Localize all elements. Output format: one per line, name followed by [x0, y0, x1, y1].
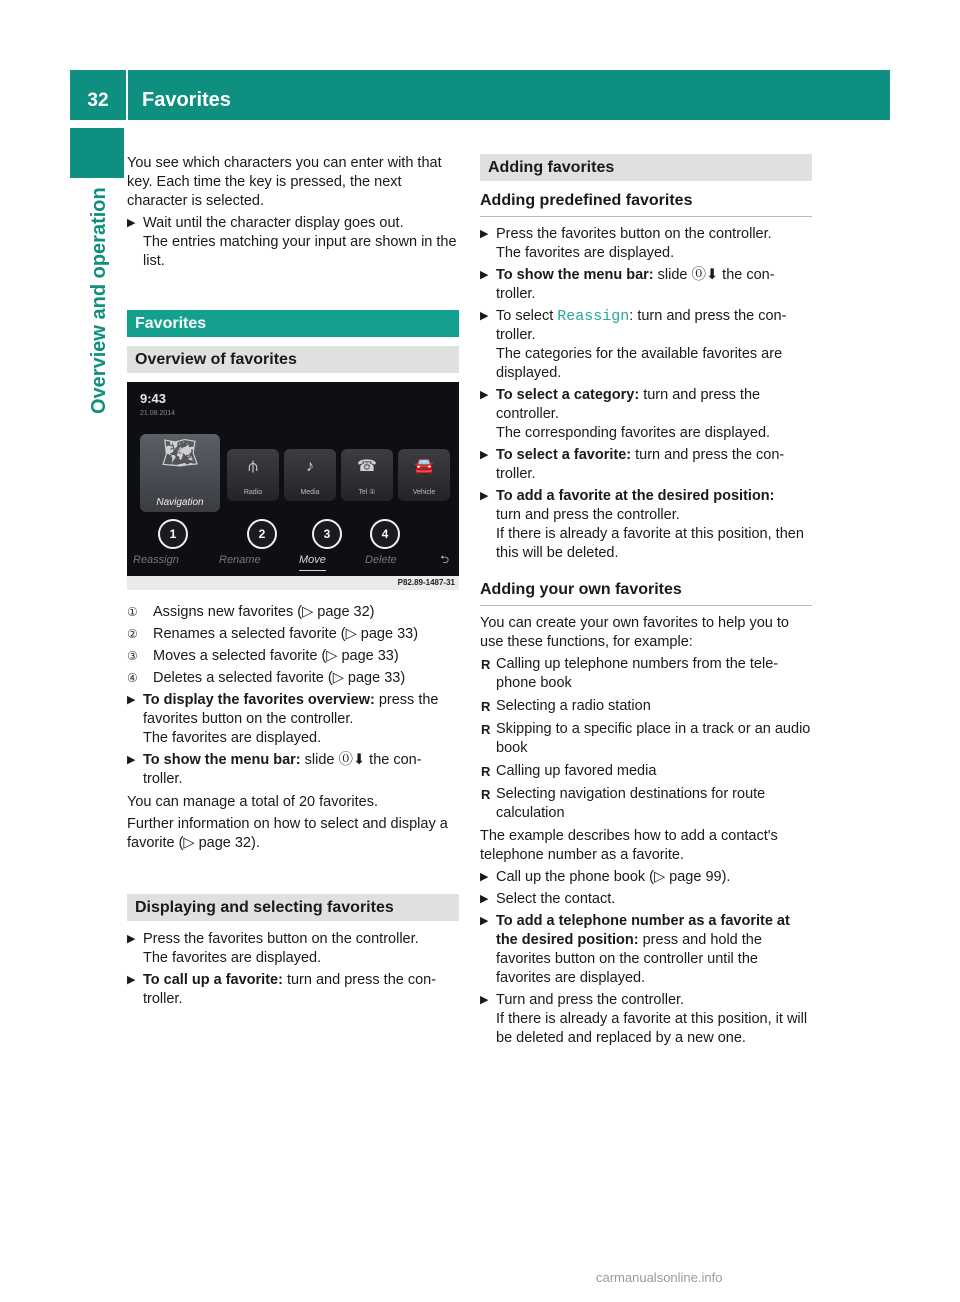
own-intro: You can create your own favorites to help you to use these functions, for example:: [480, 615, 789, 650]
step-wait: [127, 214, 459, 271]
menu-delete: Delete: [365, 554, 397, 566]
section-adding: Adding favorites: [480, 154, 812, 181]
callout-4: 4: [370, 519, 400, 549]
list-item: R Calling up favored media: [480, 762, 812, 781]
menu-rename: Rename: [219, 554, 261, 566]
callout-2: 2: [247, 519, 277, 549]
manage-paragraph: You can manage a total of 20 favorites.: [127, 794, 378, 810]
legend-item: ④ Deletes a selected favorite (▷ page 33): [127, 670, 406, 686]
page-title: Favorites: [142, 89, 231, 111]
further-paragraph: Further information on how to select and display a favorite (▷ page 32).: [127, 816, 448, 851]
page-number: 32: [87, 90, 109, 111]
section-displaying: Displaying and selecting favorites: [127, 894, 459, 921]
step-select-reassign: ▶ To select Reassign: turn and press the con-troller. The categories for the available favorites are displayed.: [480, 307, 812, 383]
phone-icon: ☎: [357, 458, 377, 475]
subhead-predefined: Adding predefined favorites: [480, 191, 812, 217]
left-column: [127, 154, 459, 1012]
header-divider: [126, 70, 128, 120]
back-icon: ⮌: [440, 554, 449, 566]
step-select-contact: ▶ Select the contact.: [480, 890, 812, 909]
tile-media: ♪ Media: [284, 449, 336, 501]
tile-vehicle: 🚘 Vehicle: [398, 449, 450, 501]
chapter-tab: [70, 128, 124, 178]
map-icon: 🗺: [160, 437, 200, 470]
example-paragraph: The example describes how to add a contact's telephone number as a favorite.: [480, 828, 778, 863]
legend-item: ② Renames a selected favorite (▷ page 33): [127, 626, 419, 642]
list-item: R Selecting a radio station: [480, 697, 812, 716]
step-select-favorite: ▶ To select a favorite: turn and press the con-troller.: [480, 446, 812, 484]
subhead-own: Adding your own favorites: [480, 580, 812, 606]
car-icon: 🚘: [414, 458, 434, 475]
tile-navigation: 🗺 Navigation: [140, 434, 220, 512]
step-add-telephone: ▶ To add a telephone number as a favorite at the desired position: press and hold the favorites button on the controller until the favorites are displayed.: [480, 912, 812, 988]
menu-reassign: Reassign: [133, 554, 179, 566]
step-show-menu-bar: ▶ To show the menu bar: slide ⓪⬇ the con-troller.: [480, 266, 812, 304]
right-column: [480, 154, 812, 1051]
menu-move: Move: [299, 551, 326, 571]
step-phone-book: ▶ Call up the phone book (▷ page 99).: [480, 868, 812, 887]
step-turn-press: ▶ Turn and press the controller. If there is already a favorite at this position, it will be deleted and replaced by a new one.: [480, 991, 812, 1048]
clock-time: 9:43: [140, 391, 167, 406]
step-press-favorites: ▶ Press the favorites button on the controller. The favorites are displayed.: [480, 225, 812, 263]
step-text: ▶ Wait until the character display goes out.: [143, 215, 404, 231]
legend-item: ③ Moves a selected favorite (▷ page 33): [127, 648, 399, 664]
legend-item: ① Assigns new favorites (▷ page 32): [127, 604, 375, 620]
tile-telephone: ☎ Tel ①: [341, 449, 393, 501]
section-favorites: Favorites: [127, 310, 459, 337]
clock-date: 21.08.2014: [140, 410, 176, 417]
step-display-overview: ▶ To display the favorites overview: press the favorites button on the controller. The favorites are displayed.: [127, 691, 459, 748]
list-item: R Skipping to a specific place in a track or an audio book: [480, 720, 812, 758]
step-call-up: ▶ To call up a favorite: turn and press the con-troller.: [127, 971, 459, 1009]
callout-3: 3: [312, 519, 342, 549]
intro-paragraph: You see which characters you can enter with that key. Each time the key is pressed, the next character is selected.: [127, 155, 442, 209]
step-result: The entries matching your input are shown in the list.: [143, 234, 457, 269]
chapter-label: Overview and operation: [88, 187, 110, 414]
callout-1: 1: [158, 519, 188, 549]
list-item: R Calling up telephone numbers from the tele-phone book: [480, 655, 812, 693]
media-icon: ♪: [306, 458, 314, 475]
favorites-screen-image: [127, 382, 459, 590]
step-select-category: ▶ To select a category: turn and press the controller. The corresponding favorites are displayed.: [480, 386, 812, 443]
section-overview: Overview of favorites: [127, 346, 459, 373]
list-item: R Selecting navigation destinations for route calculation: [480, 785, 812, 823]
watermark-text: carmanualsonline.info: [596, 1270, 723, 1285]
step-add-at-position: ▶ To add a favorite at the desired position: turn and press the controller. If there is already a favorite at this position, then this will be deleted.: [480, 487, 812, 563]
step-press-button: ▶ Press the favorites button on the controller. The favorites are displayed.: [127, 930, 459, 968]
step-show-menu: ▶ To show the menu bar: slide ⓪⬇ the con-troller.: [127, 751, 459, 789]
figure-code: P82.89-1487-31: [397, 578, 455, 587]
tile-radio: ⫛ Radio: [227, 449, 279, 501]
antenna-icon: ⫛: [248, 458, 258, 475]
